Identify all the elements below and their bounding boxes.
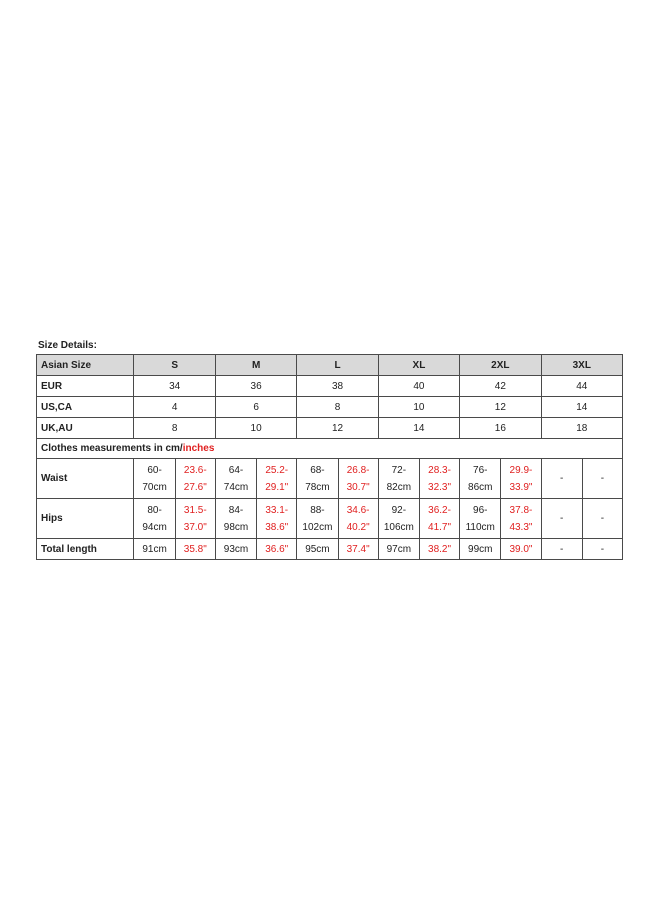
size-details-caption: Size Details: [38, 340, 97, 351]
cm-value-text: 91cm [142, 543, 167, 555]
section-row [37, 439, 623, 459]
row-label: Total length [37, 539, 134, 560]
inch-value-text: 25.2- [265, 464, 289, 476]
table-row [37, 376, 623, 397]
inch-value-text: 39.0" [509, 543, 533, 555]
size-value-cell: 44 [541, 376, 622, 397]
inch-value-cell [501, 499, 541, 539]
cm-value-text: - [559, 473, 564, 484]
cm-value-text: 102cm [302, 521, 333, 533]
inch-value-cell [175, 459, 215, 499]
cm-value-text: 74cm [223, 481, 249, 493]
cm-value-text: 88- [310, 504, 325, 516]
cm-value-cell [541, 499, 582, 539]
size-value-cell: 40 [378, 376, 459, 397]
size-header-cell: S [134, 355, 215, 376]
inch-value-cell [419, 539, 459, 560]
inch-value-text: 38.6" [265, 521, 289, 533]
cm-value-text: 110cm [465, 521, 495, 533]
inch-value-cell [582, 539, 622, 560]
inch-value-text: 43.3" [509, 521, 533, 533]
cm-value-text: 80- [147, 504, 162, 516]
size-value-cell: 36 [215, 376, 296, 397]
inch-value-text: 37.0" [183, 521, 207, 533]
inch-value-cell [419, 459, 459, 499]
cm-value-text: 93cm [223, 543, 249, 555]
cm-value-text: - [559, 513, 564, 524]
inch-value-cell [257, 459, 297, 499]
inch-value-text: 28.3- [428, 464, 451, 476]
cm-value-cell [134, 459, 175, 499]
inch-value-text: 29.9- [509, 464, 533, 476]
inch-value-cell [175, 499, 215, 539]
size-value-cell: 10 [215, 418, 296, 439]
inch-value-text: 29.1" [265, 481, 289, 493]
cm-value-text: 60- [147, 464, 162, 476]
cm-value-text: 68- [310, 464, 325, 476]
size-header-cell: L [297, 355, 378, 376]
size-value-cell: 6 [215, 397, 296, 418]
cm-value-cell [460, 459, 501, 499]
cm-value-text: 99cm [468, 543, 493, 555]
size-header-cell: 2XL [460, 355, 541, 376]
measurement-row [37, 539, 623, 560]
table-row [37, 418, 623, 439]
row-label: US,CA [37, 397, 134, 418]
header-row [37, 355, 623, 376]
cm-value-text: 78cm [305, 481, 330, 493]
inch-value-text: 37.8- [509, 504, 533, 516]
cm-value-text: 84- [228, 504, 244, 516]
inch-value-cell [501, 539, 541, 560]
cm-value-text: 82cm [386, 481, 412, 493]
inch-value-text: 36.6" [265, 543, 289, 555]
size-value-cell: 8 [134, 418, 215, 439]
cm-value-text: 96- [473, 504, 488, 516]
cm-value-text: 94cm [142, 521, 167, 533]
cm-value-cell [215, 459, 256, 499]
inch-value-text: 36.2- [428, 504, 451, 516]
inch-value-text: 33.9" [509, 481, 533, 493]
inch-value-cell [582, 459, 622, 499]
cm-value-text: 64- [228, 464, 244, 476]
inch-value-cell [338, 539, 378, 560]
size-header-cell: 3XL [541, 355, 622, 376]
size-value-cell: 12 [297, 418, 378, 439]
row-label: Hips [37, 499, 134, 539]
cm-value-cell [378, 539, 419, 560]
size-value-cell: 14 [378, 418, 459, 439]
section-heading [37, 439, 623, 459]
size-value-cell: 34 [134, 376, 215, 397]
size-value-cell: 14 [541, 397, 622, 418]
header-label: Asian Size [37, 355, 134, 376]
size-header-cell: M [215, 355, 296, 376]
inch-value-text: 30.7" [346, 481, 370, 493]
cm-value-text: 95cm [305, 543, 330, 555]
inch-value-text: - [600, 543, 605, 555]
cm-value-cell [297, 459, 338, 499]
inch-value-cell [582, 499, 622, 539]
size-value-cell: 42 [460, 376, 541, 397]
cm-value-cell [215, 539, 256, 560]
inch-value-text: 26.8- [346, 464, 370, 476]
cm-value-cell [297, 539, 338, 560]
cm-value-text: 98cm [223, 521, 249, 533]
inch-value-text: 37.4" [346, 543, 370, 555]
inch-value-text: 31.5- [183, 504, 207, 516]
size-value-cell: 4 [134, 397, 215, 418]
inch-value-text: 32.3" [428, 481, 452, 493]
size-value-cell: 16 [460, 418, 541, 439]
inch-value-text: 27.6" [183, 481, 207, 493]
inch-value-cell [338, 499, 378, 539]
row-label: Waist [37, 459, 134, 499]
inch-value-cell [257, 539, 297, 560]
cm-value-text: 70cm [142, 481, 167, 493]
inch-value-text: 41.7" [428, 521, 452, 533]
cm-value-cell [134, 539, 175, 560]
cm-value-cell [134, 499, 175, 539]
cm-value-text: 97cm [386, 543, 412, 555]
inch-value-text: 23.6- [183, 464, 207, 476]
inch-value-cell [501, 459, 541, 499]
cm-value-cell [297, 499, 338, 539]
cm-value-cell [541, 459, 582, 499]
row-label: EUR [37, 376, 134, 397]
inch-value-text: - [600, 473, 605, 484]
inch-value-cell [419, 499, 459, 539]
cm-value-cell [460, 499, 501, 539]
size-chart-table [36, 354, 623, 560]
cm-value-text: - [559, 543, 564, 555]
cm-value-cell [378, 499, 419, 539]
size-header-cell: XL [378, 355, 459, 376]
cm-value-text: 106cm [383, 521, 414, 533]
inch-value-cell [257, 499, 297, 539]
inch-value-cell [175, 539, 215, 560]
row-label: UK,AU [37, 418, 134, 439]
size-value-cell: 18 [541, 418, 622, 439]
cm-value-text: 86cm [468, 481, 493, 493]
size-value-cell: 8 [297, 397, 378, 418]
cm-value-cell [215, 499, 256, 539]
cm-value-cell [460, 539, 501, 560]
inch-value-cell [338, 459, 378, 499]
measurement-row [37, 499, 623, 539]
inch-value-text: - [600, 513, 605, 524]
inch-value-text: 35.8" [183, 543, 207, 555]
cm-value-cell [378, 459, 419, 499]
cm-value-text: 92- [391, 504, 407, 516]
section-heading-prefix: Clothes measurements in cm/ [41, 443, 183, 454]
inch-value-text: 40.2" [346, 521, 370, 533]
inch-value-text: 34.6- [346, 504, 370, 516]
inch-value-text: 38.2" [428, 543, 452, 555]
table-row [37, 397, 623, 418]
inch-value-text: 33.1- [265, 504, 289, 516]
size-value-cell: 12 [460, 397, 541, 418]
cm-value-text: 76- [473, 464, 488, 476]
size-value-cell: 10 [378, 397, 459, 418]
measurement-row [37, 459, 623, 499]
cm-value-cell [541, 539, 582, 560]
size-value-cell: 38 [297, 376, 378, 397]
cm-value-text: 72- [391, 464, 407, 476]
section-heading-unit: inches [182, 443, 215, 454]
